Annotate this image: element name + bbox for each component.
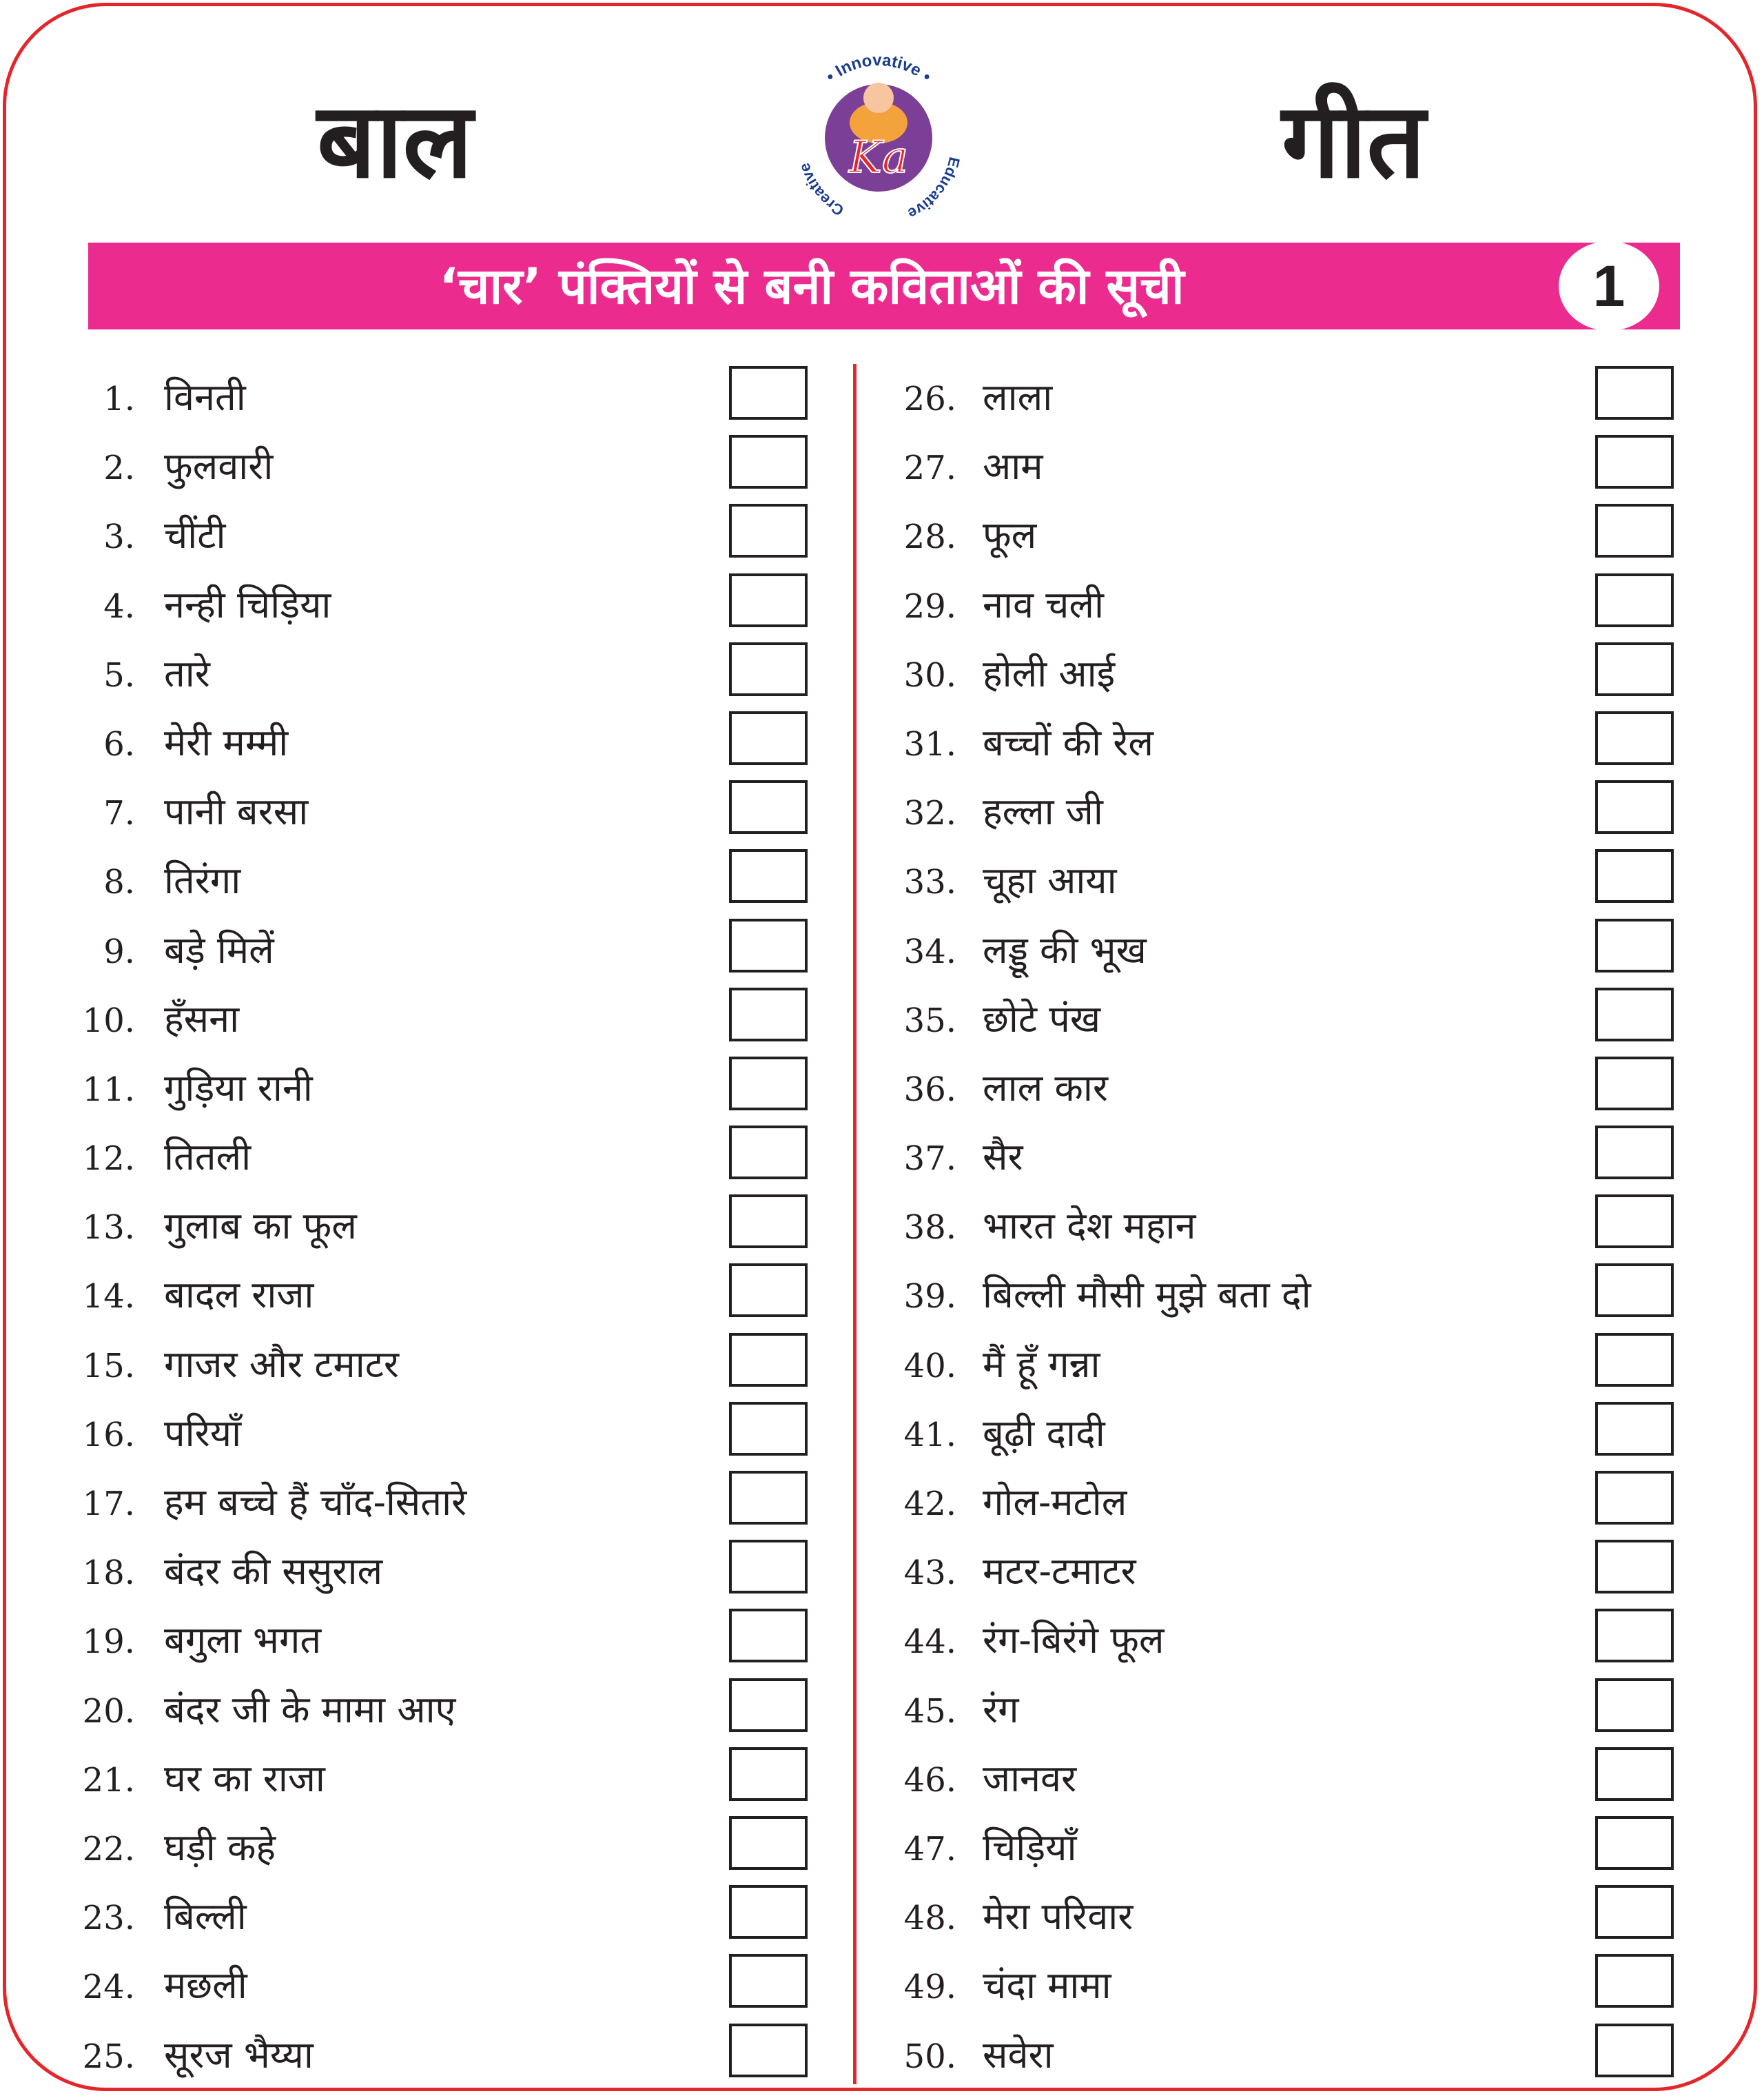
item-number: 12. xyxy=(82,1139,135,1179)
list-item xyxy=(69,1468,813,1537)
tick-box[interactable] xyxy=(729,988,808,1041)
list-item xyxy=(888,432,1680,501)
poem-title: बिल्ली xyxy=(164,1895,247,1939)
list-item xyxy=(69,916,813,985)
banner-title: ‘चार’ पंक्तियों से बनी कविताओं की सूची xyxy=(439,257,1184,315)
poem-title: चूहा आया xyxy=(983,859,1117,903)
poem-title: फूल xyxy=(983,513,1037,558)
list-item xyxy=(888,985,1680,1054)
list-item xyxy=(69,1330,813,1399)
poem-title: चींटी xyxy=(164,513,226,558)
list-item xyxy=(888,1813,1680,1882)
poem-title: गाजर और टमाटर xyxy=(164,1342,399,1386)
list-item xyxy=(69,1744,813,1813)
item-number: 14. xyxy=(82,1277,135,1316)
tick-box[interactable] xyxy=(729,1333,808,1387)
item-number: 40. xyxy=(903,1346,956,1385)
item-number: 21. xyxy=(82,1760,135,1800)
logo-ring-text: • Innovative • xyxy=(822,50,935,86)
tick-box[interactable] xyxy=(729,1885,808,1939)
poem-title: गुलाब का फूल xyxy=(164,1204,357,1248)
poem-title: जानवर xyxy=(983,1756,1077,1800)
poem-title: मेरी मम्मी xyxy=(164,720,289,764)
tick-box[interactable] xyxy=(729,1057,808,1110)
tick-box[interactable] xyxy=(729,1540,808,1593)
item-number: 7. xyxy=(103,794,135,833)
item-number: 34. xyxy=(903,932,956,971)
poem-title: तितली xyxy=(164,1135,252,1179)
list-item xyxy=(888,640,1680,709)
tick-box[interactable] xyxy=(729,1126,808,1179)
tick-box[interactable] xyxy=(1595,849,1674,903)
tick-box[interactable] xyxy=(729,1194,808,1248)
list-item xyxy=(888,1123,1680,1192)
poem-title: चंदा मामा xyxy=(983,1964,1111,2008)
list-item xyxy=(69,709,813,777)
list-item xyxy=(888,1676,1680,1744)
poem-title: घड़ी कहे xyxy=(164,1825,276,1869)
item-number: 2. xyxy=(103,449,135,488)
title-left: बाल xyxy=(317,81,473,201)
list-item xyxy=(888,777,1680,846)
list-item xyxy=(69,1537,813,1606)
tick-box[interactable] xyxy=(1595,1540,1674,1593)
poem-title: सवेरा xyxy=(983,2033,1054,2077)
tick-box[interactable] xyxy=(1595,435,1674,489)
list-item xyxy=(69,640,813,709)
logo-face-icon xyxy=(863,83,894,113)
item-number: 39. xyxy=(903,1277,956,1316)
tick-box[interactable] xyxy=(1595,504,1674,558)
poem-title: चिड़ियाँ xyxy=(983,1825,1077,1869)
tick-box[interactable] xyxy=(729,573,808,627)
poem-title: तिरंगा xyxy=(164,859,241,903)
item-number: 45. xyxy=(903,1691,956,1731)
item-number: 8. xyxy=(103,863,135,902)
item-number: 1. xyxy=(103,380,135,418)
list-item xyxy=(888,571,1680,640)
item-number: 50. xyxy=(903,2037,956,2076)
item-number: 19. xyxy=(82,1622,135,1662)
item-number: 11. xyxy=(82,1070,135,1109)
poem-title: फुलवारी xyxy=(164,445,274,489)
item-number: 28. xyxy=(903,518,956,557)
poem-title: मछली xyxy=(164,1964,247,2008)
list-item xyxy=(69,571,813,640)
tick-box[interactable] xyxy=(729,1678,808,1732)
item-number: 44. xyxy=(903,1622,956,1662)
tick-box[interactable] xyxy=(729,435,808,489)
tick-box[interactable] xyxy=(729,366,808,420)
poem-title: मेरा परिवार xyxy=(983,1895,1134,1939)
list-item xyxy=(888,1951,1680,2020)
tick-box[interactable] xyxy=(1595,366,1674,420)
poem-title: भारत देश महान xyxy=(983,1204,1196,1248)
item-number: 15. xyxy=(82,1346,135,1385)
poem-list-left xyxy=(69,363,813,2090)
tick-box[interactable] xyxy=(729,1402,808,1456)
poem-title: रंग xyxy=(983,1687,1019,1731)
poem-title: छोटे पंख xyxy=(983,997,1101,1041)
poem-title: लड्डू की भूख xyxy=(983,928,1147,972)
list-item xyxy=(69,432,813,501)
poem-title: तारे xyxy=(164,651,210,695)
list-item xyxy=(888,1537,1680,1606)
list-item xyxy=(69,1606,813,1675)
item-number: 29. xyxy=(903,587,956,626)
list-item xyxy=(888,1399,1680,1468)
list-item xyxy=(69,985,813,1054)
list-item xyxy=(69,1192,813,1261)
tick-box[interactable] xyxy=(729,1747,808,1801)
tick-box[interactable] xyxy=(729,1954,808,2008)
poem-title: गुड़िया रानी xyxy=(164,1066,313,1110)
poem-title: बंदर की ससुराल xyxy=(164,1549,383,1593)
poem-title: परियाँ xyxy=(164,1411,242,1455)
tick-box[interactable] xyxy=(729,642,808,696)
poem-title: आम xyxy=(983,445,1043,489)
list-item xyxy=(69,1261,813,1330)
column-divider xyxy=(853,364,857,2084)
list-item xyxy=(888,2021,1680,2090)
poem-title: हम बच्चे हैं चाँद-सितारे xyxy=(164,1480,467,1524)
item-number: 49. xyxy=(903,1968,956,2007)
list-item xyxy=(888,1468,1680,1537)
list-item xyxy=(888,363,1680,432)
item-number: 5. xyxy=(103,655,135,695)
tick-box[interactable] xyxy=(1595,1126,1674,1179)
poem-title: बंदर जी के मामा आए xyxy=(164,1687,456,1731)
tick-box[interactable] xyxy=(1595,1816,1674,1870)
poem-title: घर का राजा xyxy=(164,1756,325,1800)
poem-title: पानी बरसा xyxy=(164,790,309,834)
tick-box[interactable] xyxy=(1595,919,1674,972)
item-number: 16. xyxy=(82,1415,135,1454)
list-item xyxy=(888,1054,1680,1123)
svg-text:Creative: Creative xyxy=(795,161,847,220)
poem-title: सूरज भैय्या xyxy=(164,2033,314,2077)
poem-title: बिल्ली मौसी मुझे बता दो xyxy=(983,1273,1311,1317)
item-number: 42. xyxy=(903,1485,956,1523)
list-item xyxy=(69,846,813,915)
poem-title: बूढ़ी दादी xyxy=(983,1411,1105,1455)
item-number: 17. xyxy=(82,1485,135,1523)
list-item xyxy=(69,1676,813,1744)
tick-box[interactable] xyxy=(1595,642,1674,696)
list-item xyxy=(69,1813,813,1882)
item-number: 31. xyxy=(903,724,956,764)
poem-title: मैं हूँ गन्ना xyxy=(983,1342,1100,1386)
tick-box[interactable] xyxy=(1595,1263,1674,1317)
poem-title: हँसना xyxy=(164,997,240,1041)
item-number: 48. xyxy=(903,1899,956,1938)
poem-title: रंग-बिरंगे फूल xyxy=(983,1618,1165,1662)
list-item xyxy=(69,2021,813,2090)
item-number: 27. xyxy=(903,449,956,488)
tick-box[interactable] xyxy=(1595,711,1674,765)
tick-box[interactable] xyxy=(1595,2024,1674,2077)
tick-box[interactable] xyxy=(1595,1678,1674,1732)
tick-box[interactable] xyxy=(1595,573,1674,627)
tick-box[interactable] xyxy=(729,919,808,972)
poem-title: लाला xyxy=(983,376,1053,419)
list-item xyxy=(888,1882,1680,1951)
tick-box[interactable] xyxy=(1595,988,1674,1041)
list-item xyxy=(69,501,813,570)
poem-title: होली आई xyxy=(983,651,1116,695)
item-number: 22. xyxy=(82,1829,135,1868)
tick-box[interactable] xyxy=(729,1816,808,1870)
list-item xyxy=(69,363,813,432)
item-number: 9. xyxy=(103,932,135,971)
tick-box[interactable] xyxy=(729,1263,808,1317)
item-number: 38. xyxy=(903,1208,956,1247)
tick-box[interactable] xyxy=(729,780,808,834)
tick-box[interactable] xyxy=(1595,1885,1674,1939)
item-number: 37. xyxy=(903,1139,956,1179)
poem-title: सैर xyxy=(983,1135,1023,1179)
tick-box[interactable] xyxy=(1595,1954,1674,2008)
page-number-badge: 1 xyxy=(1559,241,1659,331)
list-item xyxy=(888,1744,1680,1813)
title-right: गीत xyxy=(1282,81,1426,201)
list-item xyxy=(69,1882,813,1951)
item-number: 32. xyxy=(903,794,956,833)
tick-box[interactable] xyxy=(729,2024,808,2077)
item-number: 3. xyxy=(103,518,135,557)
tick-box[interactable] xyxy=(729,711,808,765)
item-number: 4. xyxy=(103,587,135,626)
logo-monogram: Ka xyxy=(849,132,908,183)
poem-list-right xyxy=(888,363,1680,2090)
item-number: 36. xyxy=(903,1070,956,1109)
item-number: 23. xyxy=(82,1899,135,1938)
item-number: 46. xyxy=(903,1760,956,1800)
list-item xyxy=(69,1951,813,2020)
tick-box[interactable] xyxy=(729,1609,808,1662)
poem-title: बगुला भगत xyxy=(164,1618,322,1662)
poem-title: लाल कार xyxy=(983,1066,1108,1110)
item-number: 24. xyxy=(82,1968,135,2007)
svg-text:Educative: Educative xyxy=(905,155,963,223)
poem-title: मटर-टमाटर xyxy=(983,1549,1136,1593)
tick-box[interactable] xyxy=(1595,1194,1674,1248)
poem-title: बच्चों की रेल xyxy=(983,720,1153,764)
item-number: 35. xyxy=(903,1001,956,1040)
item-number: 20. xyxy=(82,1691,135,1731)
item-number: 18. xyxy=(82,1554,135,1593)
item-number: 43. xyxy=(903,1554,956,1593)
list-item xyxy=(888,501,1680,570)
poem-title: बादल राजा xyxy=(164,1273,314,1317)
item-number: 13. xyxy=(82,1208,135,1247)
tick-box[interactable] xyxy=(1595,1333,1674,1387)
poem-title: बड़े मिलें xyxy=(164,928,274,972)
list-item xyxy=(888,1192,1680,1261)
item-number: 10. xyxy=(82,1001,135,1040)
item-number: 30. xyxy=(903,655,956,695)
tick-box[interactable] xyxy=(729,1471,808,1525)
item-number: 33. xyxy=(903,863,956,902)
list-item xyxy=(888,1261,1680,1330)
poem-title: नन्ही चिड़िया xyxy=(164,582,331,627)
tick-box[interactable] xyxy=(1595,1471,1674,1525)
list-item xyxy=(888,709,1680,777)
list-item xyxy=(888,1606,1680,1675)
poem-title: गोल-मटोल xyxy=(983,1480,1127,1524)
item-number: 26. xyxy=(903,380,956,418)
item-number: 47. xyxy=(903,1829,956,1868)
tick-box[interactable] xyxy=(1595,1402,1674,1456)
publisher-logo xyxy=(779,41,978,227)
tick-box[interactable] xyxy=(1595,780,1674,834)
tick-box[interactable] xyxy=(729,504,808,558)
list-item xyxy=(69,1399,813,1468)
list-item xyxy=(69,777,813,846)
list-item xyxy=(888,846,1680,915)
item-number: 6. xyxy=(103,724,135,764)
poem-title: हल्ला जी xyxy=(983,790,1103,834)
tick-box[interactable] xyxy=(1595,1609,1674,1662)
item-number: 25. xyxy=(82,2037,135,2076)
list-item xyxy=(69,1123,813,1192)
tick-box[interactable] xyxy=(1595,1747,1674,1801)
list-item xyxy=(888,916,1680,985)
list-banner xyxy=(88,243,1680,329)
tick-box[interactable] xyxy=(1595,1057,1674,1110)
list-item xyxy=(69,1054,813,1123)
item-number: 41. xyxy=(903,1415,956,1454)
tick-box[interactable] xyxy=(729,849,808,903)
poem-title: नाव चली xyxy=(983,582,1105,627)
poem-title: विनती xyxy=(164,376,246,419)
list-item xyxy=(888,1330,1680,1399)
